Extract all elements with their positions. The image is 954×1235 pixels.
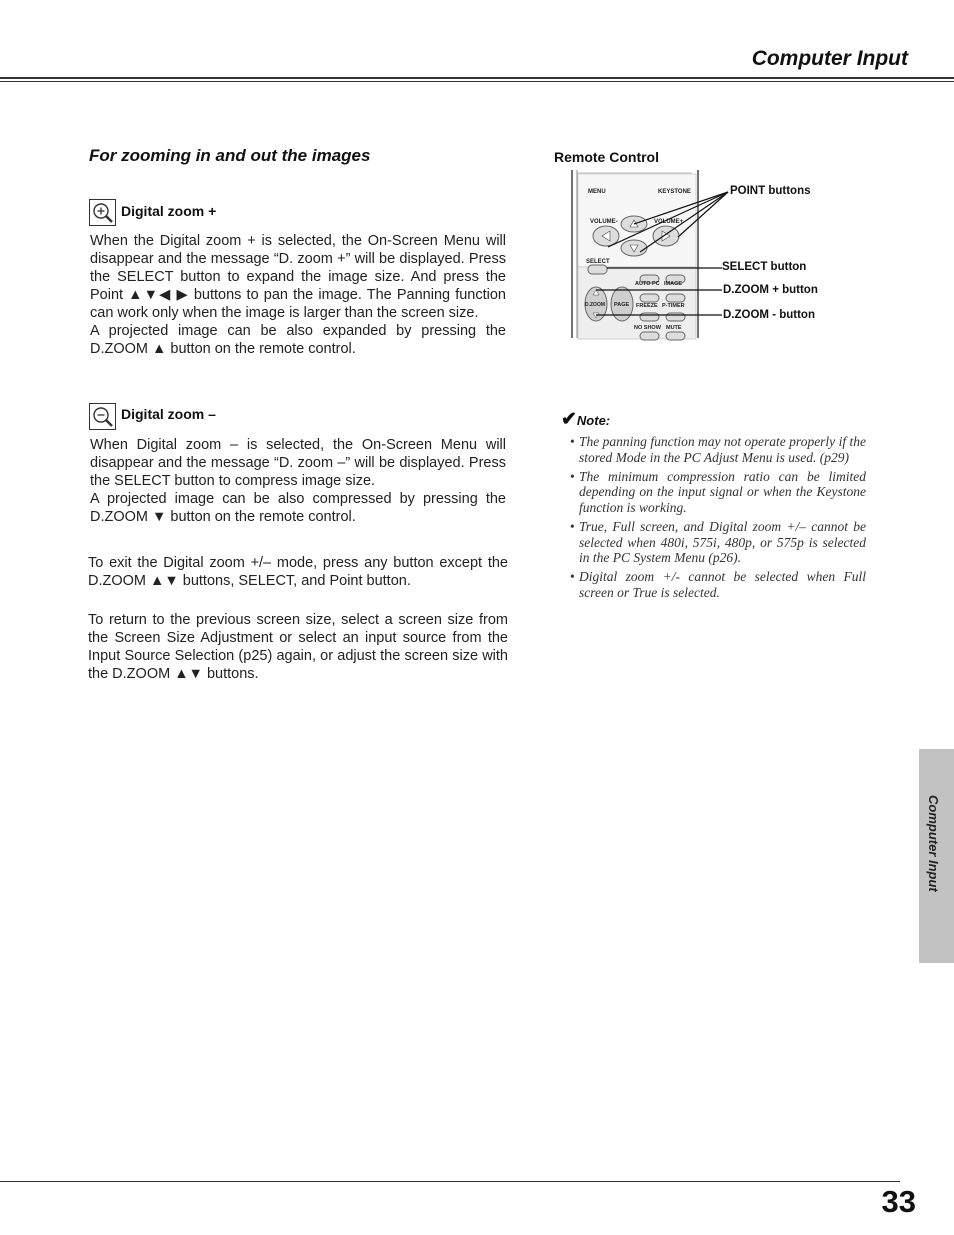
callout-dzoom-minus-button: D.ZOOM - button	[723, 309, 815, 321]
remote-label-autopc: AUTO PC	[635, 281, 660, 287]
page-header-title: Computer Input	[751, 47, 908, 70]
remote-label-noshow: NO SHOW	[634, 325, 661, 331]
digital-zoom-plus-para1: When the Digital zoom + is selected, the On-Screen Menu will disappear and the message “D. zoom +” will be displayed. Press the SELECT button to expand the image size. And press the Point ▲▼◀ ▶ buttons to pan the image. The Panning function can work only when the image is larger than the screen size.	[90, 233, 506, 321]
note-heading	[561, 408, 610, 431]
remote-label-mute: MUTE	[666, 325, 682, 331]
digital-zoom-plus-text	[90, 232, 506, 358]
note-item: • Digital zoom +/- cannot be selected when Full screen or True is selected.	[570, 569, 866, 600]
remote-label-image: IMAGE	[664, 281, 683, 287]
zoom-out-icon	[89, 403, 116, 430]
digital-zoom-minus-heading: Digital zoom –	[121, 406, 216, 422]
return-instructions	[88, 611, 508, 683]
remote-label-page: PAGE	[614, 302, 630, 308]
note-item: • True, Full screen, and Digital zoom +/– cannot be selected when 480i, 575i, 480p, or 575p is selected in the PC System Menu (p26).	[570, 519, 866, 566]
remote-control-title: Remote Control	[554, 149, 659, 165]
remote-label-keystone: KEYSTONE	[658, 189, 691, 195]
zoom-in-icon	[89, 199, 116, 226]
digital-zoom-plus-para2: A projected image can be also expanded by pressing the D.ZOOM ▲ button on the remote control.	[90, 323, 506, 357]
callout-dzoom-plus-button: D.ZOOM + button	[723, 284, 818, 296]
callout-select-button: SELECT button	[722, 261, 807, 273]
note-item: • The minimum compression ratio can be limited depending on the input signal or when the Keystone function is working.	[570, 469, 866, 516]
return-text: To return to the previous screen size, select a screen size from the Screen Size Adjustment or select an input source from the Input Source Selection (p25) again, or adjust the screen size with the D.ZOOM ▲▼ buttons.	[88, 612, 508, 682]
check-icon: ✔	[561, 409, 577, 430]
remote-label-dzoom: D.ZOOM	[585, 302, 605, 308]
remote-label-select: SELECT	[586, 259, 610, 265]
side-tab	[919, 749, 954, 963]
remote-label-freeze: FREEZE	[636, 303, 658, 309]
note-label: Note:	[576, 413, 611, 428]
digital-zoom-minus-para1: When Digital zoom – is selected, the On-Screen Menu will disappear and the message “D. zoom –” will be displayed. Press the SELECT button to compress image size.	[90, 437, 506, 489]
remote-label-ptimer: P-TIMER	[662, 303, 685, 309]
section-title: For zooming in and out the images	[89, 146, 371, 165]
remote-label-menu: MENU	[588, 189, 606, 195]
callout-leader-lines	[560, 180, 740, 330]
header-rule-thin	[0, 81, 954, 82]
header-rule	[0, 77, 954, 79]
digital-zoom-minus-text	[90, 436, 506, 526]
digital-zoom-plus-heading: Digital zoom +	[121, 203, 217, 219]
exit-text: To exit the Digital zoom +/– mode, press any button except the D.ZOOM ▲▼ buttons, SELECT, and Point button.	[88, 555, 508, 589]
exit-instructions	[88, 554, 508, 590]
side-tab-label: Computer Input	[926, 795, 941, 892]
note-item: • The panning function may not operate properly if the stored Mode in the PC Adjust Menu is used. (p29)	[570, 434, 866, 465]
note-list	[570, 434, 866, 604]
callout-point-buttons: POINT buttons	[730, 185, 811, 197]
remote-label-volume-minus: VOLUME-	[590, 219, 618, 225]
page-number: 33	[881, 1184, 916, 1219]
footer-rule	[0, 1181, 900, 1182]
remote-label-volume-plus: VOLUME+	[654, 219, 684, 225]
digital-zoom-minus-para2: A projected image can be also compressed by pressing the D.ZOOM ▼ button on the remote control.	[90, 491, 506, 525]
